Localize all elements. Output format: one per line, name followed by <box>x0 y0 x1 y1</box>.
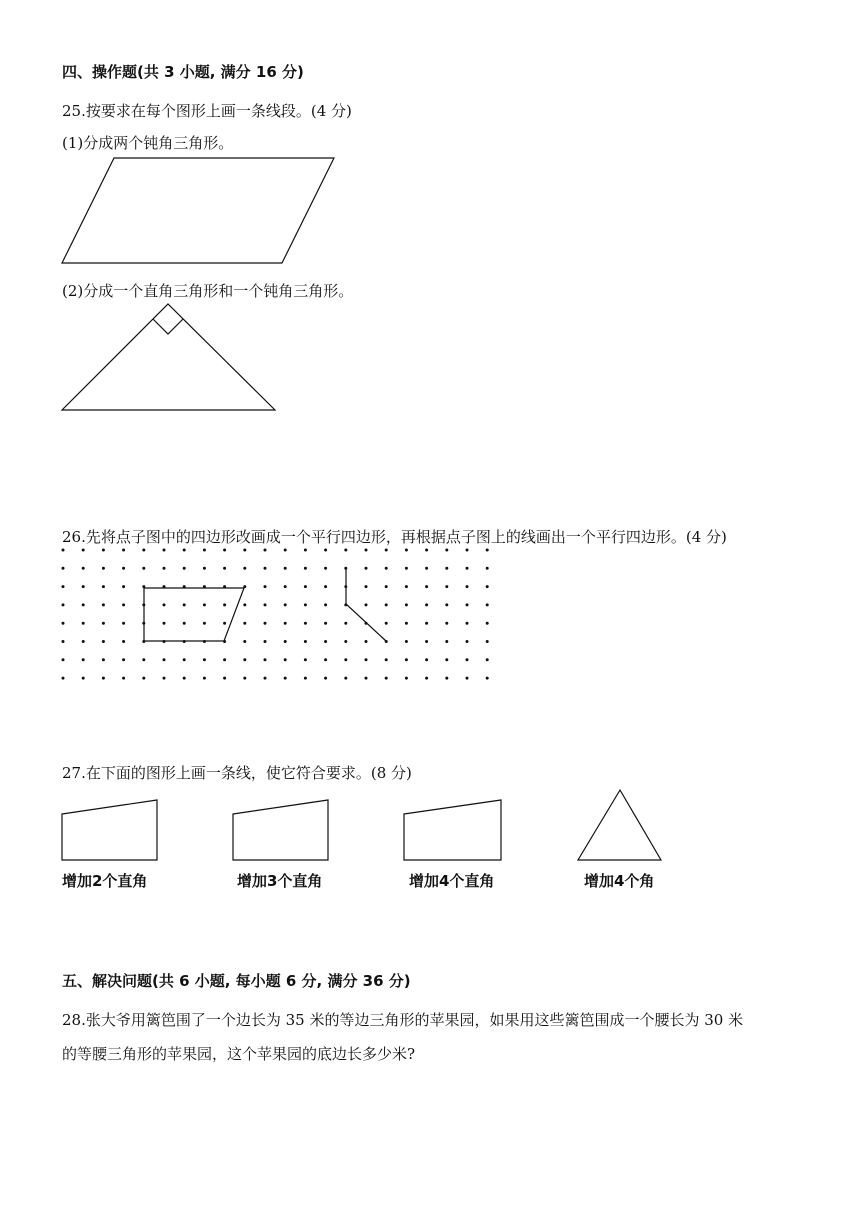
grid-dot <box>466 567 469 570</box>
grid-dot <box>284 603 287 606</box>
grid-dot <box>203 677 206 680</box>
grid-dot <box>183 549 186 552</box>
q27-quadrilateral-2 <box>233 800 328 860</box>
grid-dot <box>445 549 448 552</box>
q27-quadrilateral-3 <box>404 800 501 860</box>
grid-dot <box>203 549 206 552</box>
grid-dot <box>203 658 206 661</box>
grid-dot <box>365 658 368 661</box>
grid-dot <box>264 567 267 570</box>
grid-dot <box>102 640 105 643</box>
grid-dot <box>445 585 448 588</box>
grid-dot <box>385 567 388 570</box>
grid-dot <box>62 677 65 680</box>
grid-dot <box>425 677 428 680</box>
grid-dot <box>304 585 307 588</box>
grid-dot <box>264 603 267 606</box>
grid-dot <box>62 603 65 606</box>
grid-dot <box>324 622 327 625</box>
grid-dot <box>243 658 246 661</box>
grid-dot <box>102 567 105 570</box>
grid-dot <box>284 585 287 588</box>
grid-dot <box>344 658 347 661</box>
grid-dot <box>385 549 388 552</box>
grid-dot <box>324 658 327 661</box>
grid-dot <box>365 640 368 643</box>
grid-dot <box>102 677 105 680</box>
grid-dot <box>445 658 448 661</box>
right-triangle-figure <box>62 304 275 410</box>
grid-dot <box>264 658 267 661</box>
q27-caption-3: 增加4个直角 <box>409 872 495 890</box>
dot-grid-quadrilateral <box>144 588 244 641</box>
grid-dot <box>243 677 246 680</box>
grid-dot <box>365 677 368 680</box>
grid-dot <box>284 622 287 625</box>
grid-dot <box>82 640 85 643</box>
grid-dot <box>122 549 125 552</box>
grid-dot <box>264 622 267 625</box>
grid-dot <box>284 658 287 661</box>
grid-dot <box>62 549 65 552</box>
question-28-line-1: 28.张大爷用篱笆围了一个边长为 35 米的等边三角形的苹果园，如果用这些篱笆围成一个腰长为 30 米 <box>62 1011 744 1029</box>
grid-dot <box>264 585 267 588</box>
grid-dot <box>486 677 489 680</box>
grid-dot <box>445 603 448 606</box>
q27-caption-4: 增加4个角 <box>584 872 655 890</box>
grid-dot <box>163 677 166 680</box>
grid-dot <box>365 603 368 606</box>
section-four-heading: 四、操作题(共 3 小题, 满分 16 分) <box>62 63 304 81</box>
grid-dot <box>284 640 287 643</box>
grid-dot <box>445 640 448 643</box>
grid-dot <box>102 658 105 661</box>
grid-dot <box>365 585 368 588</box>
grid-dot <box>425 640 428 643</box>
grid-dot <box>405 640 408 643</box>
grid-dot <box>486 622 489 625</box>
grid-dot <box>385 585 388 588</box>
grid-dot <box>142 658 145 661</box>
grid-dot <box>203 622 206 625</box>
grid-dot <box>183 677 186 680</box>
grid-dot <box>284 677 287 680</box>
grid-dot <box>405 585 408 588</box>
grid-dot <box>163 567 166 570</box>
grid-dot <box>122 640 125 643</box>
grid-dot <box>405 658 408 661</box>
grid-dot <box>324 549 327 552</box>
grid-dot <box>142 567 145 570</box>
grid-dot <box>324 603 327 606</box>
grid-dot <box>223 549 226 552</box>
grid-dot <box>62 585 65 588</box>
grid-dot <box>445 622 448 625</box>
grid-dot <box>405 677 408 680</box>
section-five-heading: 五、解决问题(共 6 小题, 每小题 6 分, 满分 36 分) <box>62 972 411 990</box>
grid-dot <box>304 658 307 661</box>
grid-dot <box>385 658 388 661</box>
grid-dot <box>405 603 408 606</box>
grid-dot <box>405 567 408 570</box>
grid-dot <box>344 640 347 643</box>
grid-dot <box>243 622 246 625</box>
grid-dot <box>102 549 105 552</box>
grid-dot <box>163 658 166 661</box>
grid-dot <box>486 603 489 606</box>
grid-dot <box>223 567 226 570</box>
grid-dot <box>223 622 226 625</box>
q27-triangle <box>578 790 661 860</box>
grid-dot <box>344 677 347 680</box>
grid-dot <box>466 603 469 606</box>
grid-dot <box>223 677 226 680</box>
grid-dot <box>163 622 166 625</box>
q27-caption-1: 增加2个直角 <box>62 872 148 890</box>
grid-dot <box>385 603 388 606</box>
grid-dot <box>203 567 206 570</box>
grid-dot <box>243 567 246 570</box>
grid-dot <box>82 549 85 552</box>
grid-dot <box>445 567 448 570</box>
grid-dot <box>486 658 489 661</box>
grid-dot <box>304 603 307 606</box>
grid-dot <box>264 640 267 643</box>
grid-dot <box>385 677 388 680</box>
grid-dot <box>82 658 85 661</box>
grid-dot <box>324 567 327 570</box>
grid-dot <box>122 585 125 588</box>
grid-dot <box>365 549 368 552</box>
grid-dot <box>62 622 65 625</box>
grid-dot <box>425 585 428 588</box>
grid-dot <box>62 567 65 570</box>
grid-dot <box>466 658 469 661</box>
grid-dot <box>142 677 145 680</box>
grid-dot <box>304 549 307 552</box>
grid-dot <box>466 622 469 625</box>
grid-dot <box>405 622 408 625</box>
grid-dot <box>82 603 85 606</box>
right-angle-mark <box>153 319 183 334</box>
grid-dot <box>466 585 469 588</box>
grid-dot <box>344 622 347 625</box>
q27-quadrilateral-1 <box>62 800 157 860</box>
grid-dot <box>203 603 206 606</box>
grid-dot <box>445 677 448 680</box>
grid-dot <box>243 640 246 643</box>
grid-dot <box>264 549 267 552</box>
grid-dot <box>284 549 287 552</box>
question-25-part-2: (2)分成一个直角三角形和一个钝角三角形。 <box>62 282 354 300</box>
grid-dot <box>62 658 65 661</box>
grid-dot <box>304 677 307 680</box>
grid-dot <box>142 549 145 552</box>
grid-dot <box>82 567 85 570</box>
grid-dot <box>324 677 327 680</box>
grid-dot <box>486 567 489 570</box>
grid-dot <box>243 549 246 552</box>
grid-dot <box>466 549 469 552</box>
grid-dot <box>122 603 125 606</box>
grid-dot <box>304 622 307 625</box>
grid-dot <box>385 622 388 625</box>
question-28-line-2: 的等腰三角形的苹果园，这个苹果园的底边长多少米? <box>62 1045 416 1063</box>
grid-dot <box>102 585 105 588</box>
grid-dot <box>223 658 226 661</box>
question-27-prompt: 27.在下面的图形上画一条线，使它符合要求。(8 分) <box>62 764 412 782</box>
grid-dot <box>163 603 166 606</box>
grid-dot <box>324 640 327 643</box>
grid-dot <box>486 640 489 643</box>
grid-dot <box>466 677 469 680</box>
grid-dot <box>284 567 287 570</box>
grid-dot <box>62 640 65 643</box>
grid-dot <box>102 603 105 606</box>
grid-dot <box>183 658 186 661</box>
grid-dot <box>425 549 428 552</box>
question-26-prompt: 26.先将点子图中的四边形改画成一个平行四边形，再根据点子图上的线画出一个平行四边形。(4 分) <box>62 528 727 546</box>
grid-dot <box>122 677 125 680</box>
grid-dot <box>183 603 186 606</box>
grid-dot <box>82 677 85 680</box>
grid-dot <box>304 567 307 570</box>
grid-dot <box>365 567 368 570</box>
grid-dot <box>82 585 85 588</box>
grid-dot <box>486 585 489 588</box>
grid-dot <box>344 549 347 552</box>
grid-dot <box>223 603 226 606</box>
grid-dot <box>425 603 428 606</box>
question-25-prompt: 25.按要求在每个图形上画一条线段。(4 分) <box>62 102 352 120</box>
parallelogram-figure <box>62 158 334 263</box>
grid-dot <box>122 658 125 661</box>
grid-dot <box>243 603 246 606</box>
grid-dot <box>304 640 307 643</box>
grid-dot <box>183 622 186 625</box>
grid-dot <box>163 549 166 552</box>
q27-caption-2: 增加3个直角 <box>237 872 323 890</box>
dot-grid <box>62 549 489 680</box>
grid-dot <box>122 622 125 625</box>
grid-dot <box>102 622 105 625</box>
grid-dot <box>183 567 186 570</box>
grid-dot <box>425 622 428 625</box>
grid-dot <box>324 585 327 588</box>
grid-dot <box>122 567 125 570</box>
grid-dot <box>405 549 408 552</box>
question-25-part-1: (1)分成两个钝角三角形。 <box>62 134 234 152</box>
grid-dot <box>425 567 428 570</box>
grid-dot <box>425 658 428 661</box>
grid-dot <box>264 677 267 680</box>
grid-dot <box>82 622 85 625</box>
grid-dot <box>486 549 489 552</box>
grid-dot <box>466 640 469 643</box>
